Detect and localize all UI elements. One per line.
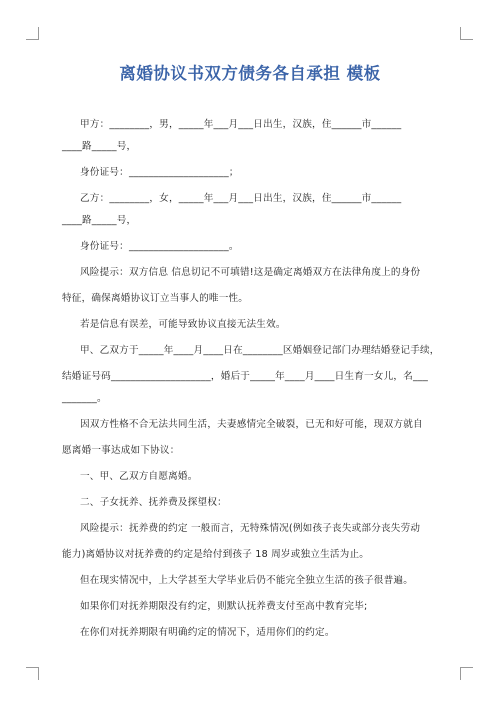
- crop-mark-top-right: [460, 27, 473, 40]
- paragraph-line-risk1-a: 风险提示：双方信息 信息切记不可填错!这是确定离婚双方在法律角度上的身份: [80, 267, 421, 278]
- paragraph-line-a-line1: 甲方：________，男，_____年___月___日出生，汉族，住______市______: [80, 119, 402, 130]
- paragraph-line-clause1: 一、甲、乙双方自愿离婚。: [80, 471, 198, 482]
- paragraph-line-risk2-b: 能力)离婚协议对抚养费的约定是给付到孩子 18 周岁或独立生活为止。: [62, 549, 370, 560]
- paragraph-line-risk1-b: 特征，确保离婚协议订立当事人的唯一性。: [62, 293, 249, 304]
- paragraph-line-risk2-a: 风险提示：抚养费的约定 一般而言，无特殊情况(例如孩子丧失或部分丧失劳动: [80, 523, 421, 534]
- paragraph-line-marriage-b: 结婚证号码____________________，婚后于_____年____月____日生育一女儿，名___: [62, 371, 428, 382]
- paragraph-line-b-line2: ____路_____号，: [62, 215, 137, 226]
- paragraph-line-b-id: 身份证号：____________________。: [80, 241, 239, 252]
- paragraph-line-has-agree: 在你们对抚养期限有明确约定的情况下，适用你们的约定。: [80, 627, 335, 638]
- paragraph-line-reason-a: 因双方性格不合无法共同生活，夫妻感情完全破裂，已无和好可能，现双方就自: [80, 419, 423, 430]
- paragraph-line-clause2: 二、子女抚养、抚养费及探望权：: [80, 497, 227, 508]
- paragraph-line-reality: 但在现实情况中，上大学甚至大学毕业后仍不能完全独立生活的孩子很普遍。: [80, 575, 413, 586]
- paragraph-line-no-agree: 如果你们对抚养期限没有约定，则默认抚养费支付至高中教育完毕;: [80, 601, 368, 612]
- crop-mark-bottom-right: [460, 667, 473, 680]
- document-title: 离婚协议书双方债务各自承担 模板: [119, 64, 381, 83]
- paragraph-line-a-line2: ____路_____号，: [62, 141, 137, 152]
- paragraph-line-a-id: 身份证号：____________________；: [80, 167, 239, 178]
- paragraph-line-marriage-a: 甲、乙双方于_____年____月____日在________区婚姻登记部门办理结婚登记手续，: [80, 345, 440, 356]
- crop-mark-top-left: [26, 27, 39, 40]
- paragraph-line-b-line1: 乙方：________，女，_____年___月___日出生，汉族，住______市______: [80, 193, 402, 204]
- paragraph-line-reason-b: 愿离婚一事达成如下协议：: [62, 445, 180, 456]
- paragraph-line-wrong-info: 若是信息有误差，可能导致协议直接无法生效。: [80, 319, 286, 330]
- paragraph-line-marriage-c: _______。: [62, 393, 107, 404]
- crop-mark-bottom-left: [26, 667, 39, 680]
